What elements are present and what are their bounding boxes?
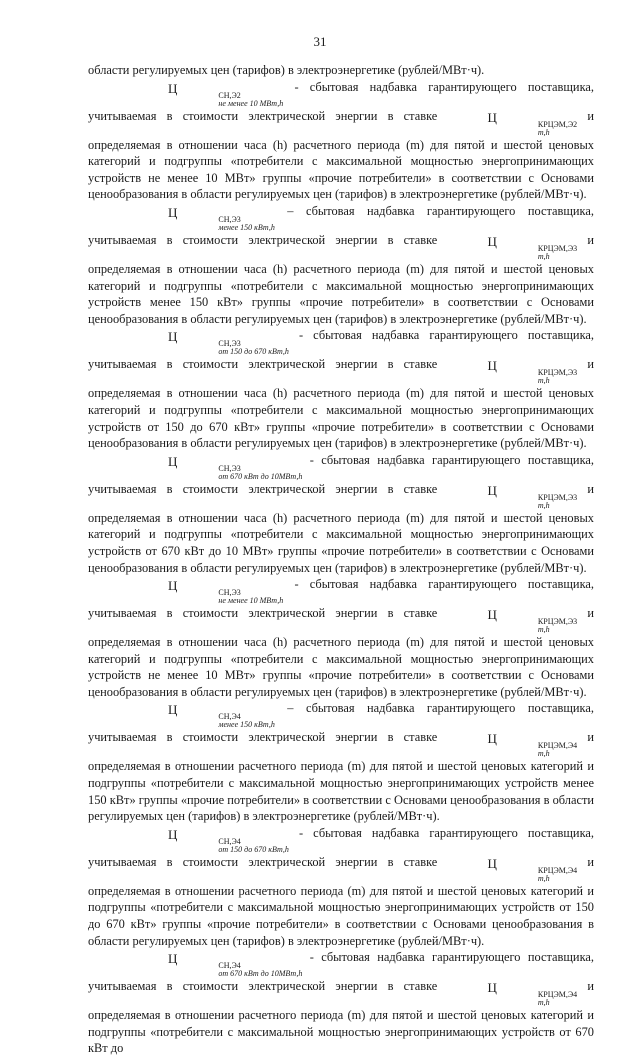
symbol-superscript: КРЦЭМ,Э4 xyxy=(537,741,578,751)
symbol-indices xyxy=(178,838,289,854)
symbol-indices xyxy=(178,713,274,729)
definition-paragraph xyxy=(88,79,594,203)
symbol-base: Ц xyxy=(168,329,178,345)
symbol-superscript: КРЦЭМ,Э3 xyxy=(537,368,578,378)
definition-rest: и определяемая в отношении расчетного периода (m) для пятой и шестой ценовых категорий и подгруппы «потребители с максимальной мощностью энергопринимающих устройств от 150 до 670 кВт» группы «прочие потребители» в соответствии с Основами ценообразования в области регулируемых цен (тарифов) в электроэнергетике (рублей/МВт·ч). xyxy=(88,854,595,948)
symbol-indices xyxy=(178,465,302,481)
definition-lead: – сбытовая надбавка гарантирующего поставщика, учитываемая в стоимости электрической энергии в ставке xyxy=(88,203,594,247)
symbol-subscript: от 670 кВт до 10МВт,h xyxy=(218,471,303,481)
definition-rest: и определяемая в отношении часа (h) расчетного периода (m) для пятой и шестой ценовых категорий и подгруппы «потребители с максимальной мощностью энергопринимающих устройств от 670 кВт до 10 МВт» группы «прочие потребители» в соответствии с Основами ценообразования в области регулируемых цен (тарифов) в электроэнергетике (рублей/МВт·ч). xyxy=(88,481,595,575)
symbol-superscript: КРЦЭМ,Э3 xyxy=(537,617,578,627)
definition-rest: и определяемая в отношении часа (h) расчетного периода (m) для пятой и шестой ценовых категорий и подгруппы «потребители с максимальной мощностью энергопринимающих устройств не менее 10 МВт» группы «прочие потребители» в соответствии с Основами ценообразования в области регулируемых цен (тарифов) в электроэнергетике (рублей/МВт·ч). xyxy=(88,606,595,699)
symbol-indices xyxy=(178,216,274,232)
symbol-subscript: не менее 10 МВт,h xyxy=(218,596,284,606)
symbol-subscript: от 150 до 670 кВт,h xyxy=(218,347,289,357)
symbol-superscript: СН,Э4 xyxy=(218,836,241,846)
defined-symbol xyxy=(128,205,275,232)
symbol-indices xyxy=(178,589,283,605)
symbol-subscript: m,h xyxy=(537,749,550,759)
symbol-base: Ц xyxy=(487,358,497,374)
symbol-indices xyxy=(498,742,577,758)
symbol-base: Ц xyxy=(487,980,497,996)
symbol-base: Ц xyxy=(168,80,178,96)
definition-paragraph xyxy=(88,825,594,949)
symbol-subscript: m,h xyxy=(537,127,550,137)
defined-symbol xyxy=(128,578,283,605)
definition-rest: и определяемая в отношении часа (h) расчетного периода (m) для пятой и шестой ценовых категорий и подгруппы «потребители с максимальной мощностью энергопринимающих устройств от 150 до 670 кВт» группы «прочие потребители» в соответствии с Основами ценообразования в области регулируемых цен (тарифов) в электроэнергетике (рублей/МВт·ч). xyxy=(88,357,595,451)
defined-symbol xyxy=(128,951,302,978)
symbol-indices xyxy=(498,369,577,385)
rate-symbol xyxy=(448,856,578,883)
symbol-superscript: СН,Э3 xyxy=(218,339,241,349)
symbol-superscript: СН,Э4 xyxy=(218,961,241,971)
symbol-base: Ц xyxy=(487,731,497,747)
symbol-indices xyxy=(178,340,289,356)
defined-symbol xyxy=(128,454,302,481)
definition-paragraph xyxy=(88,203,594,327)
symbol-superscript: СН,Э4 xyxy=(218,712,241,722)
definition-paragraph xyxy=(88,576,594,700)
rate-symbol xyxy=(448,731,578,758)
symbol-base: Ц xyxy=(487,482,497,498)
symbol-subscript: менее 150 кВт,h xyxy=(218,222,275,232)
symbol-indices xyxy=(498,618,577,634)
symbol-base: Ц xyxy=(168,453,178,469)
symbol-indices xyxy=(498,867,577,883)
document-body xyxy=(88,62,594,1057)
rate-symbol xyxy=(448,980,578,1007)
symbol-base: Ц xyxy=(168,951,178,967)
symbol-indices xyxy=(498,494,577,510)
rate-symbol xyxy=(448,110,578,137)
definition-lead: - сбытовая надбавка гарантирующего поставщика, учитываемая в стоимости электрической энергии в ставке xyxy=(88,328,594,372)
symbol-subscript: m,h xyxy=(537,625,550,635)
symbol-base: Ц xyxy=(168,702,178,718)
definition-lead: - сбытовая надбавка гарантирующего поставщика, учитываемая в стоимости электрической энергии в ставке xyxy=(88,950,594,994)
intro-line: области регулируемых цен (тарифов) в электроэнергетике (рублей/МВт·ч). xyxy=(88,63,485,77)
definitions-list xyxy=(88,79,594,1057)
symbol-base: Ц xyxy=(487,855,497,871)
symbol-superscript: СН,Э2 xyxy=(218,90,241,100)
symbol-superscript: КРЦЭМ,Э4 xyxy=(537,865,578,875)
symbol-superscript: КРЦЭМ,Э3 xyxy=(537,243,578,253)
symbol-indices xyxy=(498,121,577,137)
symbol-indices xyxy=(178,92,283,108)
definition-rest: и определяемая в отношении расчетного периода (m) для пятой и шестой ценовых категорий и подгруппы «потребители с максимальной мощностью энергопринимающих устройств менее 150 кВт» группы «прочие потребители» в соответствии с Основами ценообразования в области регулируемых цен (тарифов) в электроэнергетике (рублей/МВт·ч). xyxy=(88,730,595,824)
symbol-superscript: СН,Э3 xyxy=(218,214,241,224)
definition-rest: и определяемая в отношении расчетного периода (m) для пятой и шестой ценовых категорий и подгруппы «потребители с максимальной мощностью энергопринимающих устройств от 670 кВт до xyxy=(88,979,595,1056)
symbol-base: Ц xyxy=(487,233,497,249)
symbol-indices xyxy=(178,962,302,978)
symbol-superscript: КРЦЭМ,Э2 xyxy=(537,119,578,129)
defined-symbol xyxy=(128,81,283,108)
symbol-indices xyxy=(498,991,577,1007)
defined-symbol xyxy=(128,329,289,356)
definition-paragraph xyxy=(88,949,594,1057)
definition-paragraph xyxy=(88,700,594,824)
symbol-indices xyxy=(498,245,577,261)
definition-paragraph xyxy=(88,452,594,576)
symbol-base: Ц xyxy=(168,578,178,594)
symbol-base: Ц xyxy=(168,826,178,842)
symbol-subscript: от 150 до 670 кВт,h xyxy=(218,844,289,854)
symbol-superscript: КРЦЭМ,Э3 xyxy=(537,492,578,502)
symbol-superscript: СН,Э3 xyxy=(218,588,241,598)
definition-paragraph xyxy=(88,327,594,451)
definition-lead: - сбытовая надбавка гарантирующего поставщика, учитываемая в стоимости электрической энергии в ставке xyxy=(88,825,594,869)
symbol-subscript: m,h xyxy=(537,873,550,883)
definition-rest: и определяемая в отношении часа (h) расчетного периода (m) для пятой и шестой ценовых категорий и подгруппы «потребители с максимальной мощностью энергопринимающих устройств менее 150 кВт» группы «прочие потребители» в соответствии с Основами ценообразования в области регулируемых цен (тарифов) в электроэнергетике (рублей/МВт·ч). xyxy=(88,232,595,326)
rate-symbol xyxy=(448,607,578,634)
definition-lead: - сбытовая надбавка гарантирующего поставщика, учитываемая в стоимости электрической энергии в ставке xyxy=(88,79,594,123)
symbol-subscript: от 670 кВт до 10МВт,h xyxy=(218,969,303,979)
symbol-superscript: КРЦЭМ,Э4 xyxy=(537,990,578,1000)
symbol-subscript: m,h xyxy=(537,251,550,261)
symbol-subscript: m,h xyxy=(537,998,550,1008)
symbol-subscript: менее 150 кВт,h xyxy=(218,720,275,730)
definition-lead: - сбытовая надбавка гарантирующего поставщика, учитываемая в стоимости электрической энергии в ставке xyxy=(88,452,594,496)
symbol-base: Ц xyxy=(487,109,497,125)
rate-symbol xyxy=(448,358,578,385)
symbol-subscript: m,h xyxy=(537,376,550,386)
symbol-subscript: не менее 10 МВт,h xyxy=(218,98,284,108)
definition-lead: – сбытовая надбавка гарантирующего поставщика, учитываемая в стоимости электрической энергии в ставке xyxy=(88,701,594,745)
rate-symbol xyxy=(448,483,578,510)
defined-symbol xyxy=(128,827,289,854)
page-number: 31 xyxy=(313,34,327,49)
definition-lead: - сбытовая надбавка гарантирующего поставщика, учитываемая в стоимости электрической энергии в ставке xyxy=(88,577,594,621)
symbol-base: Ц xyxy=(168,204,178,220)
symbol-subscript: m,h xyxy=(537,500,550,510)
defined-symbol xyxy=(128,702,275,729)
definition-rest: и определяемая в отношении часа (h) расчетного периода (m) для пятой и шестой ценовых категорий и подгруппы «потребители с максимальной мощностью энергопринимающих устройств не менее 10 МВт» группы «прочие потребители» в соответствии с Основами ценообразования в области регулируемых цен (тарифов) в электроэнергетике (рублей/МВт·ч). xyxy=(88,108,595,202)
symbol-superscript: СН,Э3 xyxy=(218,463,241,473)
rate-symbol xyxy=(448,234,578,261)
symbol-base: Ц xyxy=(487,607,497,623)
